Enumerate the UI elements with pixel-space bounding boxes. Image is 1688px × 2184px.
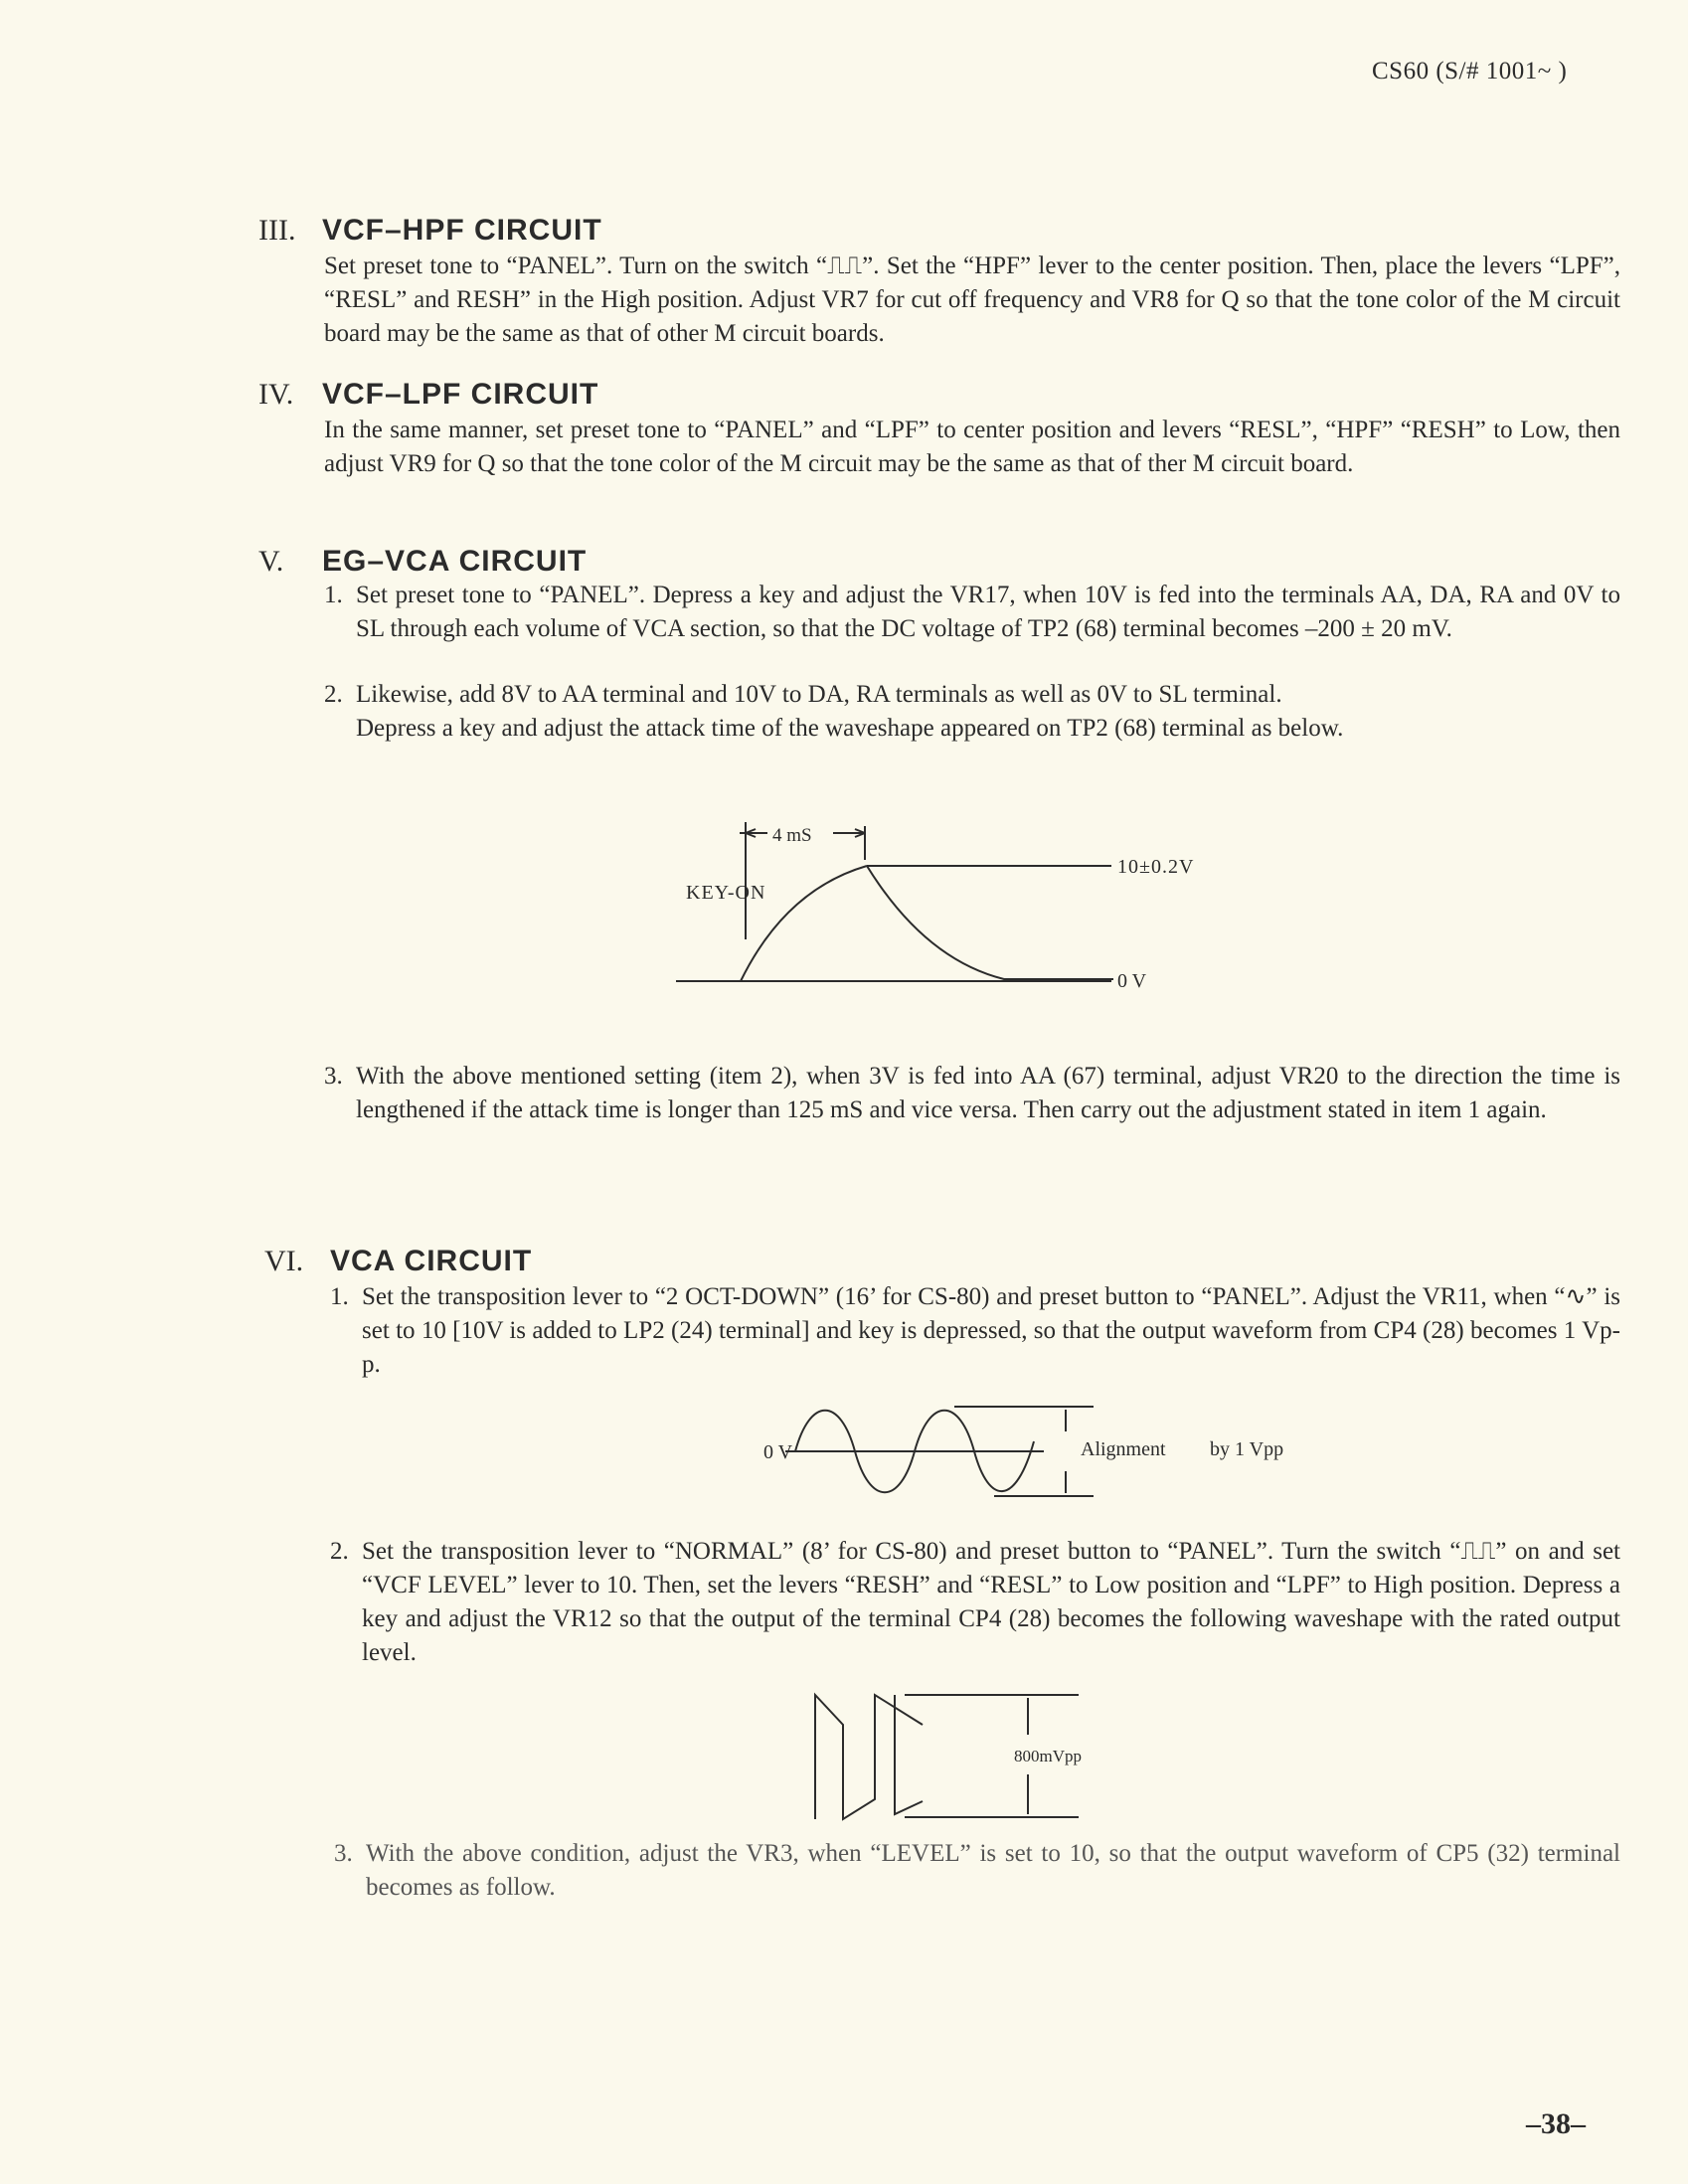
list-item [334, 1837, 1620, 1905]
section-title: VCA CIRCUIT [330, 1245, 533, 1277]
section-number: VI. [264, 1245, 304, 1277]
section-vcf-lpf [258, 378, 1620, 517]
section-number: III. [258, 214, 296, 247]
sine-waveform-figure [756, 1402, 1312, 1511]
item-text: Set the transposition lever to “2 OCT-DOWN” (16’ for CS-80) and preset button to “PANEL”. Adjust the VR11, when “∿” is set to 10 [10V is added to LP2 (24) terminal] and key is depressed, so that the output waveform from CP4 (28) becomes 1 Vp-p. [362, 1283, 1620, 1378]
item-text-continued: Depress a key and adjust the attack time of the waveshape appeared on TP2 (68) terminal as below. [356, 715, 1344, 742]
page-number: –38– [1526, 2107, 1586, 2140]
section-number: V. [258, 545, 284, 578]
item-number: 1. [324, 582, 343, 608]
pulse-wave-b [895, 1695, 923, 1814]
section-vcf-hpf [258, 214, 1620, 353]
item-number: 3. [334, 1840, 353, 1867]
model-reference: CS60 (S/# 1001~ ) [1372, 58, 1568, 84]
item-number: 2. [324, 681, 343, 708]
item-text: Likewise, add 8V to AA terminal and 10V to DA, RA terminals as well as 0V to SL terminal. [356, 681, 1282, 708]
release-curve [867, 866, 1113, 979]
alignment-by-label: by 1 Vpp [1210, 1438, 1284, 1460]
section-title: VCF–HPF CIRCUIT [322, 214, 602, 247]
section-number: IV. [258, 378, 294, 411]
key-on-label: KEY-ON [686, 882, 766, 904]
section-title: EG–VCA CIRCUIT [322, 545, 588, 578]
sawtooth-waveform-figure [805, 1680, 1103, 1829]
item-text: With the above condition, adjust the VR3, when “LEVEL” is set to 10, so that the output waveform of CP5 (32) terminal becomes as follow. [366, 1840, 1620, 1901]
list-item [324, 678, 1620, 746]
amplitude-label: 800mVpp [1014, 1747, 1082, 1765]
list-item [324, 579, 1620, 646]
pulse-wave-a [815, 1695, 923, 1819]
section-paragraph: In the same manner, set preset tone to “PANEL” and “LPF” to center position and levers “RESL”, “HPF” “RESH” to Low, then adjust VR9 for Q so that the tone color of the M circuit may be the same as that of ther M circuit board. [324, 417, 1620, 477]
list-item [330, 1535, 1620, 1670]
time-label: 4 mS [772, 825, 812, 846]
envelope-waveform-figure [676, 810, 1233, 1009]
item-text: With the above mentioned setting (item 2), when 3V is fed into AA (67) terminal, adjust VR20 to the direction the time is lengthened if the attack time is longer than 125 mS and vice versa. Then carry out the adjustment stated in item 1 again. [356, 1063, 1620, 1123]
alignment-label: Alignment [1081, 1438, 1166, 1460]
list-item [324, 1060, 1620, 1127]
item-text: Set the transposition lever to “NORMAL” (8’ for CS-80) and preset button to “PANEL”. Turn the switch “⎍⎍” on and set “VCF LEVEL” lever to 10. Then, set the levers “RESH” and “RESL” to Low position and “LPF” to High position. Depress a key and adjust the VR12 so that the output of the terminal CP4 (28) becomes the following waveshape with the rated output level. [362, 1538, 1620, 1666]
level-label: 10±0.2V [1117, 856, 1195, 878]
section-title: VCF–LPF CIRCUIT [322, 378, 599, 411]
item-number: 3. [324, 1063, 343, 1090]
item-number: 1. [330, 1283, 349, 1310]
item-text: Set preset tone to “PANEL”. Depress a key and adjust the VR17, when 10V is fed into the terminals AA, DA, RA and 0V to SL through each volume of VCA section, so that the DC voltage of TP2 (68) terminal becomes –200 ± 20 mV. [356, 582, 1620, 642]
item-number: 2. [330, 1538, 349, 1565]
section-paragraph: Set preset tone to “PANEL”. Turn on the switch “⎍⎍”. Set the “HPF” lever to the center position. Then, place the levers “LPF”, “RESL” and RESH” in the High position. Adjust VR7 for cut off frequency and VR8 for Q so that the tone color of the M circuit board may be the same as that of other M circuit boards. [324, 252, 1620, 347]
list-item [330, 1280, 1620, 1382]
zero-volt-label: 0 V [1117, 970, 1147, 992]
zero-volt-label: 0 V [763, 1441, 793, 1463]
